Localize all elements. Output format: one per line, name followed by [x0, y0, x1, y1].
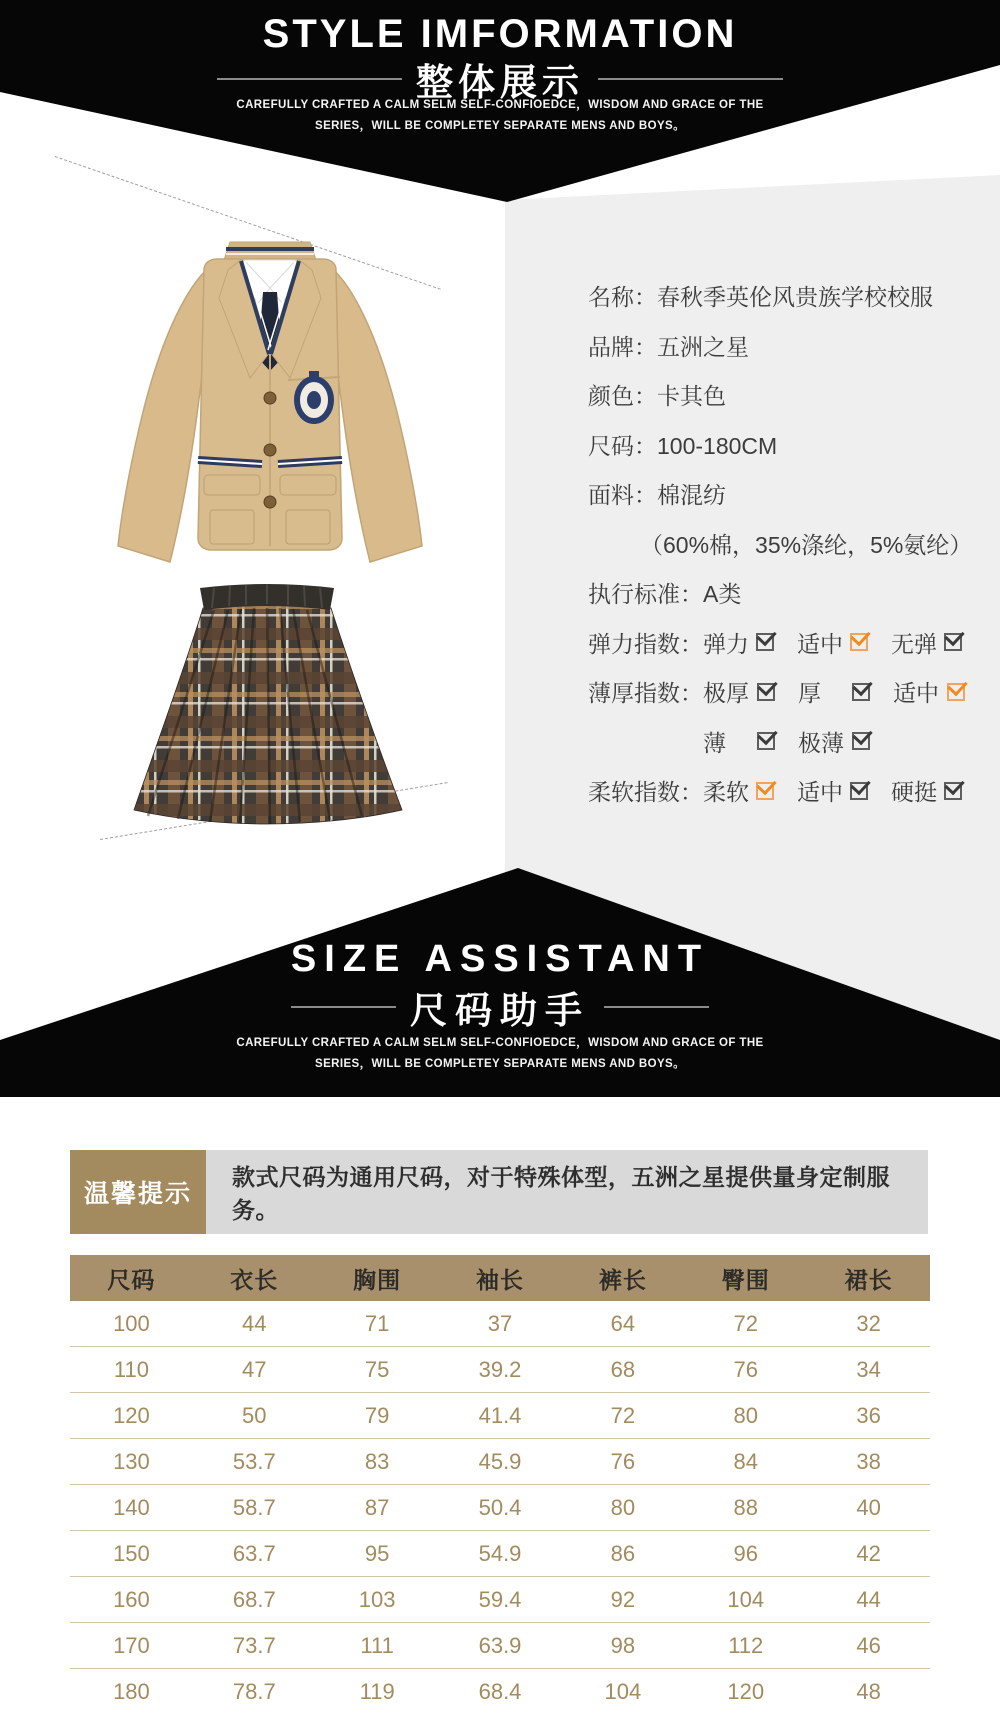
table-row: 110 47 75 39.2 68 76 34 [70, 1347, 930, 1393]
right-rule-line [598, 78, 783, 80]
table-row: 160 68.7 103 59.4 92 104 44 [70, 1577, 930, 1623]
option-stiff: 硬挺 [891, 774, 985, 807]
left-rule-line [217, 78, 402, 80]
size-table [70, 1255, 930, 1714]
warm-tips-bar [70, 1150, 928, 1234]
col-header-size: 尺码 [107, 1266, 156, 1293]
spec-softness-label: 柔软指数： [588, 779, 703, 806]
product-specs [588, 271, 988, 816]
checkbox-checked-orange-icon [756, 782, 774, 800]
table-row: 120 50 79 41.4 72 80 36 [70, 1393, 930, 1439]
size-banner-title-cn-row [0, 980, 1000, 1034]
spec-thickness-row [588, 667, 988, 717]
spec-softness-row [588, 766, 988, 816]
checkbox-checked-icon [944, 633, 962, 651]
style-banner-subtitle [0, 95, 1000, 136]
spec-fabric: 面料：棉混纺 [588, 482, 726, 509]
spec-color: 颜色：卡其色 [588, 383, 726, 410]
checkbox-checked-orange-icon [850, 633, 868, 651]
checkbox-checked-icon [757, 732, 775, 750]
checkbox-checked-icon [756, 633, 774, 651]
table-row: 140 58.7 87 50.4 80 88 40 [70, 1485, 930, 1531]
option-thin: 薄 [703, 725, 798, 758]
col-header-hip: 臀围 [721, 1266, 770, 1293]
spec-standard: 执行标准：A类 [588, 581, 742, 608]
spec-elastic-row [588, 618, 988, 668]
spec-brand: 品牌：五洲之星 [588, 333, 749, 360]
style-banner-title-en: STYLE IMFORMATION [262, 12, 738, 56]
right-rule-line [604, 1006, 709, 1008]
option-no-elastic: 无弹 [891, 626, 985, 659]
checkbox-checked-orange-icon [947, 683, 965, 701]
option-elastic: 弹力 [703, 626, 797, 659]
warm-tips-text: 款式尺码为通用尺码，对于特殊体型，五洲之星提供量身定制服务。 [206, 1150, 928, 1234]
checkbox-checked-icon [757, 683, 775, 701]
table-row: 100 44 71 37 64 72 32 [70, 1301, 930, 1347]
size-banner-subtitle [0, 1033, 1000, 1074]
col-header-chest: 胸围 [353, 1266, 402, 1293]
option-medium-thickness: 适中 [893, 675, 988, 708]
table-row: 150 63.7 95 54.9 86 96 42 [70, 1531, 930, 1577]
table-row: 170 73.7 111 63.9 98 112 46 [70, 1623, 930, 1669]
spec-size-range: 尺码：100-180CM [588, 432, 778, 459]
checkbox-checked-icon [944, 782, 962, 800]
table-row: 180 78.7 119 68.4 104 120 48 [113, 1678, 881, 1704]
option-soft: 柔软 [703, 774, 797, 807]
size-banner-subtitle-line2: SERIES，WILL BE COMPLETEY SEPARATE MENS AND BOYS。 [315, 1057, 685, 1070]
checkbox-checked-icon [850, 782, 868, 800]
option-medium-elastic: 适中 [797, 626, 891, 659]
spec-fabric-composition: （60%棉，35%涤纶，5%氨纶） [640, 531, 973, 558]
size-banner-title-en: SIZE ASSISTANT [290, 938, 710, 980]
left-rule-line [291, 1006, 396, 1008]
col-header-pants: 裤长 [598, 1266, 647, 1293]
size-banner-title-cn: 尺码助手 [410, 991, 590, 1032]
table-row: 130 53.7 83 45.9 76 84 38 [70, 1439, 930, 1485]
checkbox-checked-icon [852, 683, 870, 701]
style-banner-subtitle-line2: SERIES，WILL BE COMPLETEY SEPARATE MENS AND BOYS。 [315, 119, 685, 132]
product-photo-jacket [92, 228, 448, 573]
size-table-header [70, 1255, 930, 1301]
option-medium-soft: 适中 [797, 774, 891, 807]
warm-tips-title: 温馨提示 [70, 1150, 206, 1234]
option-extra-thin: 极薄 [798, 725, 893, 758]
spec-thickness-row2 [588, 717, 988, 767]
style-banner-subtitle-line1: CAREFULLY CRAFTED A CALM SELM SELF-CONFIOEDCE，WISDOM AND GRACE OF THE [236, 99, 764, 111]
spec-thickness-label: 薄厚指数： [588, 680, 703, 707]
option-extra-thick: 极厚 [703, 675, 798, 708]
col-header-sleeve: 袖长 [476, 1266, 524, 1293]
col-header-garment-length: 衣长 [230, 1266, 279, 1293]
checkbox-checked-icon [852, 732, 870, 750]
product-photo-skirt [118, 578, 416, 828]
col-header-skirt: 裙长 [844, 1266, 893, 1293]
spec-elastic-label: 弹力指数： [588, 630, 703, 657]
style-banner-title-cn: 整体展示 [416, 63, 584, 104]
spec-name: 名称：春秋季英伦风贵族学校校服 [588, 284, 933, 311]
option-thick: 厚 [798, 675, 893, 708]
size-banner-subtitle-line1: CAREFULLY CRAFTED A CALM SELM SELF-CONFIOEDCE，WISDOM AND GRACE OF THE [236, 1037, 764, 1049]
